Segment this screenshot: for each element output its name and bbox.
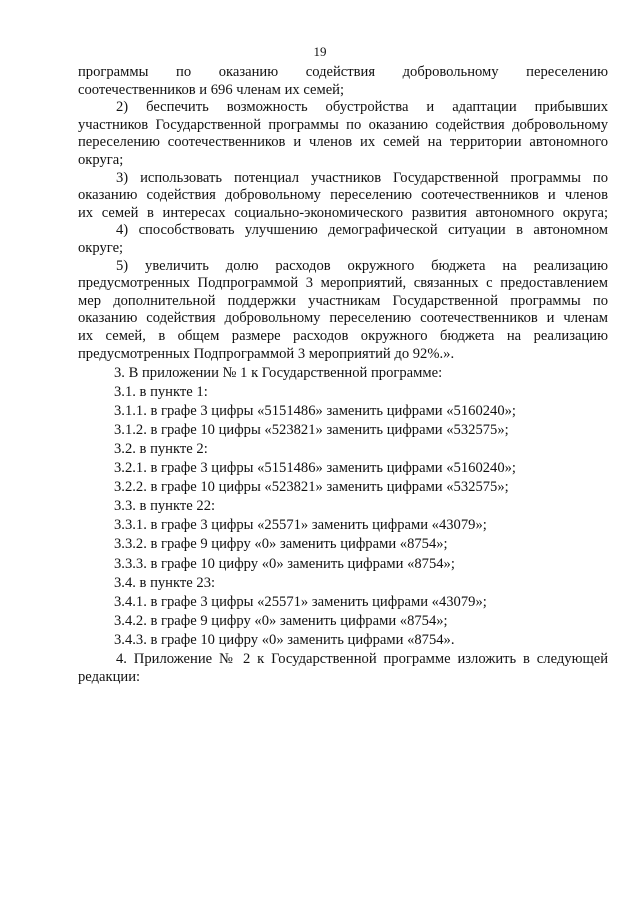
text-line: округа;	[78, 151, 124, 168]
text-line: участников Государственной программы по оказанию содействия добровольному	[78, 116, 608, 133]
text-line: 3.2.1. в графе 3 цифры «5151486» заменить цифрами «5160240»;	[114, 460, 516, 477]
text-line: предусмотренных Подпрограммой 3 мероприятий до 92%.».	[78, 345, 455, 362]
text-line: 3.4. в пункте 23:	[114, 574, 216, 591]
text-line: 4. Приложение № 2 к Государственной программе изложить в следующей	[116, 651, 608, 667]
text-line: 4) способствовать улучшению демографической ситуации в автономном	[116, 222, 608, 239]
text-line: 3.1.2. в графе 10 цифры «523821» заменить цифрами «532575»;	[114, 421, 509, 438]
text-line: оказанию содействия добровольному переселению соотечественников и членам	[78, 310, 608, 327]
text-line: оказанию содействия добровольному переселению соотечественников и членов	[78, 187, 608, 204]
text-line: 3.4.1. в графе 3 цифры «25571» заменить цифрами «43079»;	[114, 593, 487, 610]
text-line: их семей в интересах социально-экономического развития автономного округа;	[78, 204, 608, 221]
text-line: предусмотренных Подпрограммой 3 мероприятий, связанных с предоставлением	[78, 275, 608, 292]
text-line: 3.1. в пункте 1:	[114, 383, 208, 400]
page-number: 19	[313, 44, 327, 59]
text-line: 3.3. в пункте 22:	[114, 498, 216, 515]
text-line: 3.1.1. в графе 3 цифры «5151486» заменить цифрами «5160240»;	[114, 402, 516, 419]
text-line: 3.2.2. в графе 10 цифры «523821» заменить цифрами «532575»;	[114, 479, 509, 496]
text-line: 3. В приложении № 1 к Государственной программе:	[114, 364, 443, 381]
text-line: 3) использовать потенциал участников Государственной программы по	[116, 169, 608, 186]
text-line: их семей, в общем размере расходов окружного бюджета на реализацию	[78, 327, 608, 344]
text-line: переселению соотечественников и членов их семей на территории автономного	[78, 134, 608, 151]
text-line: 3.3.1. в графе 3 цифры «25571» заменить цифрами «43079»;	[114, 517, 487, 534]
text-line: 2) беспечить возможность обустройства и адаптации прибывших	[116, 99, 608, 116]
text-line: 3.2. в пункте 2:	[114, 440, 208, 457]
text-line: 3.4.3. в графе 10 цифру «0» заменить цифрами «8754».	[114, 631, 455, 648]
document-body	[78, 64, 608, 686]
text-line: округе;	[78, 239, 124, 256]
text-line: соотечественников и 696 членам их семей;	[78, 81, 345, 98]
text-line: 3.3.3. в графе 10 цифру «0» заменить цифрами «8754»;	[114, 555, 455, 572]
text-line: 3.4.2. в графе 9 цифру «0» заменить цифрами «8754»;	[114, 612, 448, 629]
text-line: редакции:	[78, 668, 141, 685]
text-line: 5) увеличить долю расходов окружного бюджета на реализацию	[116, 257, 608, 274]
text-line: 3.3.2. в графе 9 цифру «0» заменить цифрами «8754»;	[114, 536, 448, 553]
text-line: программы по оказанию содействия добровольному переселению	[78, 64, 608, 80]
text-line: мер дополнительной поддержки участникам Государственной программы по	[78, 292, 608, 309]
